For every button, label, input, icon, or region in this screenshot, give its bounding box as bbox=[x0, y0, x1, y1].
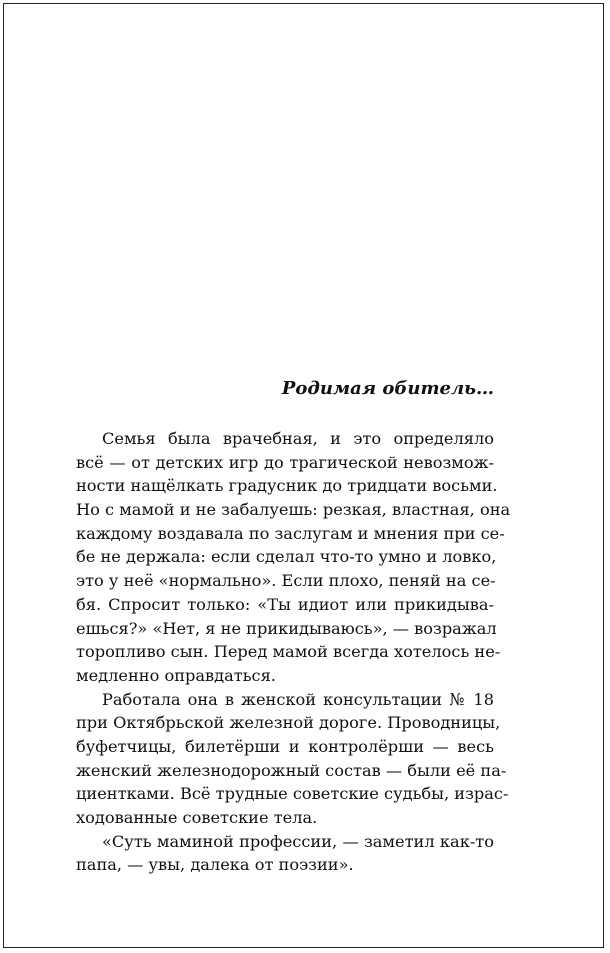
text-line: ходованные советские тела. bbox=[76, 808, 318, 827]
text-line: Но с мамой и не забалуешь: резкая, властная, она bbox=[76, 500, 511, 520]
page-frame bbox=[3, 3, 604, 948]
text-line: бя. Спросит только: «Ты идиот или прикидыва- bbox=[76, 594, 494, 614]
text-line: Работала она в женской консультации № 18 bbox=[102, 689, 494, 709]
text-line: Семья была врачебная, и это определяло bbox=[102, 429, 494, 448]
paragraph-2 bbox=[76, 688, 509, 830]
paragraph-1 bbox=[76, 427, 511, 688]
text-line: папа, — увы, далека от поэзии». bbox=[76, 855, 354, 875]
text-line: это у неё «нормально». Если плохо, пеняй на се- bbox=[76, 571, 496, 591]
text-line: женский железнодорожный состав — были её па- bbox=[76, 760, 507, 780]
text-line: ности нащёлкать градусник до тридцати восьми. bbox=[76, 476, 498, 496]
text-line: всё — от детских игр до трагической невозмож- bbox=[76, 452, 494, 472]
text-line: каждому воздавала по заслугам и мнения при се- bbox=[76, 523, 505, 543]
text-line: бе не держала: если сделал что-то умно и ловко, bbox=[76, 547, 497, 567]
text-line: торопливо сын. Перед мамой всегда хотелось не- bbox=[76, 642, 501, 662]
section-title: Родимая обитель… bbox=[281, 378, 494, 399]
paragraph-3 bbox=[76, 830, 494, 877]
page-content bbox=[76, 377, 511, 877]
text-line: буфетчицы, билетёрши и контролёрши — весь bbox=[76, 736, 494, 756]
text-line: при Октябрьской железной дороге. Проводницы, bbox=[76, 713, 501, 733]
text-line: циентками. Всё трудные советские судьбы, израс- bbox=[76, 784, 509, 804]
text-line: медленно оправдаться. bbox=[76, 665, 276, 685]
text-line: ешься?» «Нет, я не прикидываюсь», — возражал bbox=[76, 618, 497, 638]
text-line: «Суть маминой профессии, — заметил как-то bbox=[102, 831, 494, 851]
